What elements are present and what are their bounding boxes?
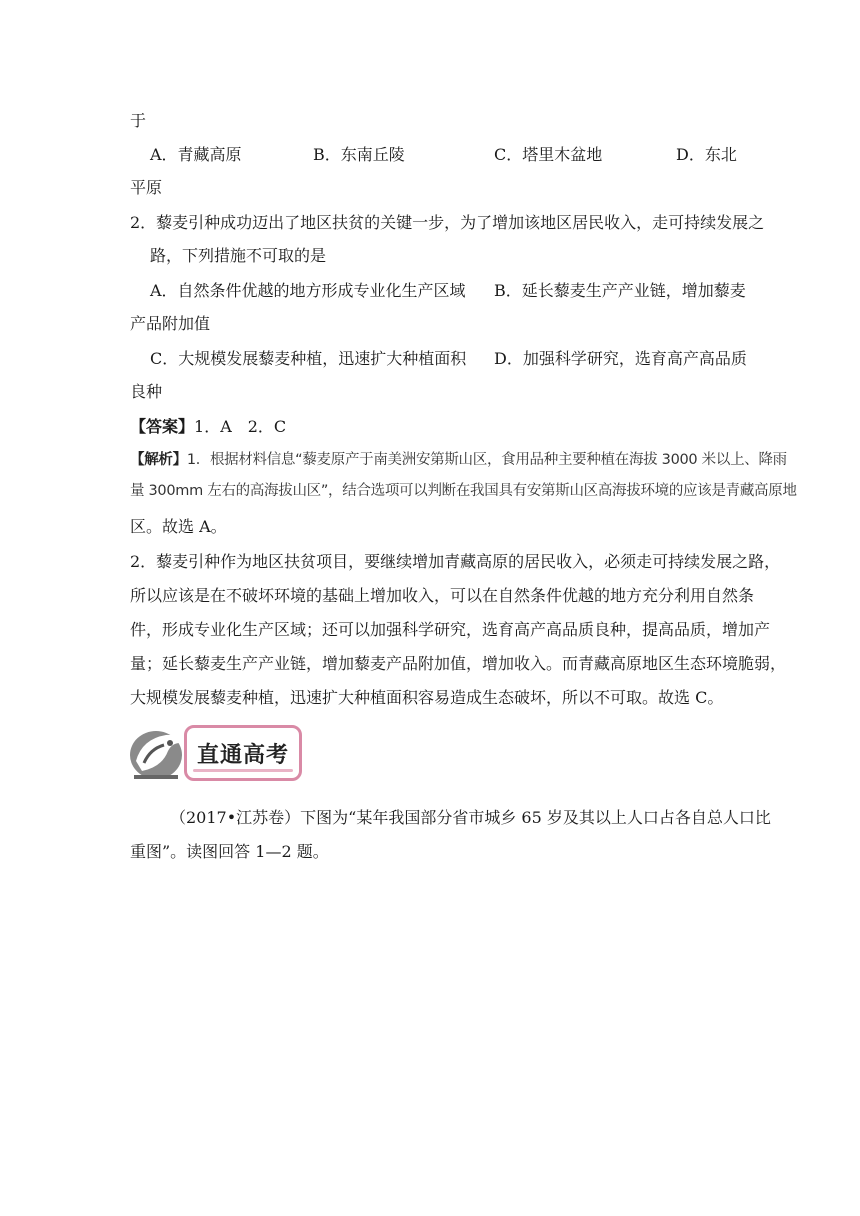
analysis-para-2-line-4: 量；延长藜麦生产产业链，增加藜麦产品附加值，增加收入。而青藏高原地区生态环境脆弱， xyxy=(130,654,787,673)
q2-option-c: C．大规模发展藜麦种植，迅速扩大种植面积 xyxy=(150,349,467,368)
text-line: 平原 xyxy=(130,178,163,197)
exam-intro-line-2: 重图”。读图回答 1—2 题。 xyxy=(130,842,329,861)
text-line: 于 xyxy=(130,111,147,130)
analysis-line-3: 区。故选 A。 xyxy=(130,517,227,536)
answer-label: 【答案】 xyxy=(130,417,195,436)
q2-option-a: A．自然条件优越的地方形成专业化生产区域 xyxy=(150,281,466,300)
q2-option-b: B．延长藜麦生产产业链，增加藜麦 xyxy=(494,281,746,300)
q1-option-a: A．青藏高原 xyxy=(150,145,242,164)
section-banner xyxy=(128,721,308,789)
banner-frame xyxy=(184,725,302,781)
text-line: 良种 xyxy=(130,382,163,401)
analysis-text: 1．根据材料信息“藜麦原产于南美洲安第斯山区，食用品种主要种植在海拔 3000 米以上、降雨 xyxy=(186,452,787,468)
answer-text: 1．A 2．C xyxy=(194,417,287,436)
analysis-para-2-line-3: 件，形成专业化生产区域；还可以加强科学研究，选育高产高品质良种，提高品质，增加产 xyxy=(130,620,771,639)
q1-option-c: C．塔里木盆地 xyxy=(494,145,603,164)
answer-line xyxy=(130,417,286,437)
text-line: 产品附加值 xyxy=(130,314,211,333)
exam-intro-line-1: （2017•江苏卷）下图为“某年我国部分省市城乡 65 岁及其以上人口占各自总人口比 xyxy=(170,808,771,827)
analysis-para-2-line-2: 所以应该是在不破坏环境的基础上增加收入，可以在自然条件优越的地方充分利用自然条 xyxy=(130,586,755,605)
analysis-line-2: 量 300mm 左右的高海拔山区”，结合选项可以判断在我国具有安第斯山区高海拔环境的应该是青藏高原地 xyxy=(130,483,797,499)
question-2-line-1: 2．藜麦引种成功迈出了地区扶贫的关键一步，为了增加该地区居民收入，走可持续发展之 xyxy=(130,213,765,232)
q2-option-d: D．加强科学研究，选育高产高品质 xyxy=(494,349,747,368)
question-2-line-2: 路，下列措施不可取的是 xyxy=(150,246,327,265)
q1-option-d: D．东北 xyxy=(676,145,737,164)
analysis-line-1 xyxy=(130,450,787,470)
banner-title: 直通高考 xyxy=(196,743,289,768)
analysis-para-2-line-5: 大规模发展藜麦种植，迅速扩大种植面积容易造成生态破坏，所以不可取。故选 C。 xyxy=(130,688,724,707)
q1-option-b: B．东南丘陵 xyxy=(313,145,405,164)
train-icon xyxy=(128,721,188,785)
analysis-label: 【解析】 xyxy=(130,452,187,468)
analysis-para-2-line-1: 2．藜麦引种作为地区扶贫项目，要继续增加青藏高原的居民收入，必须走可持续发展之路， xyxy=(130,552,781,571)
